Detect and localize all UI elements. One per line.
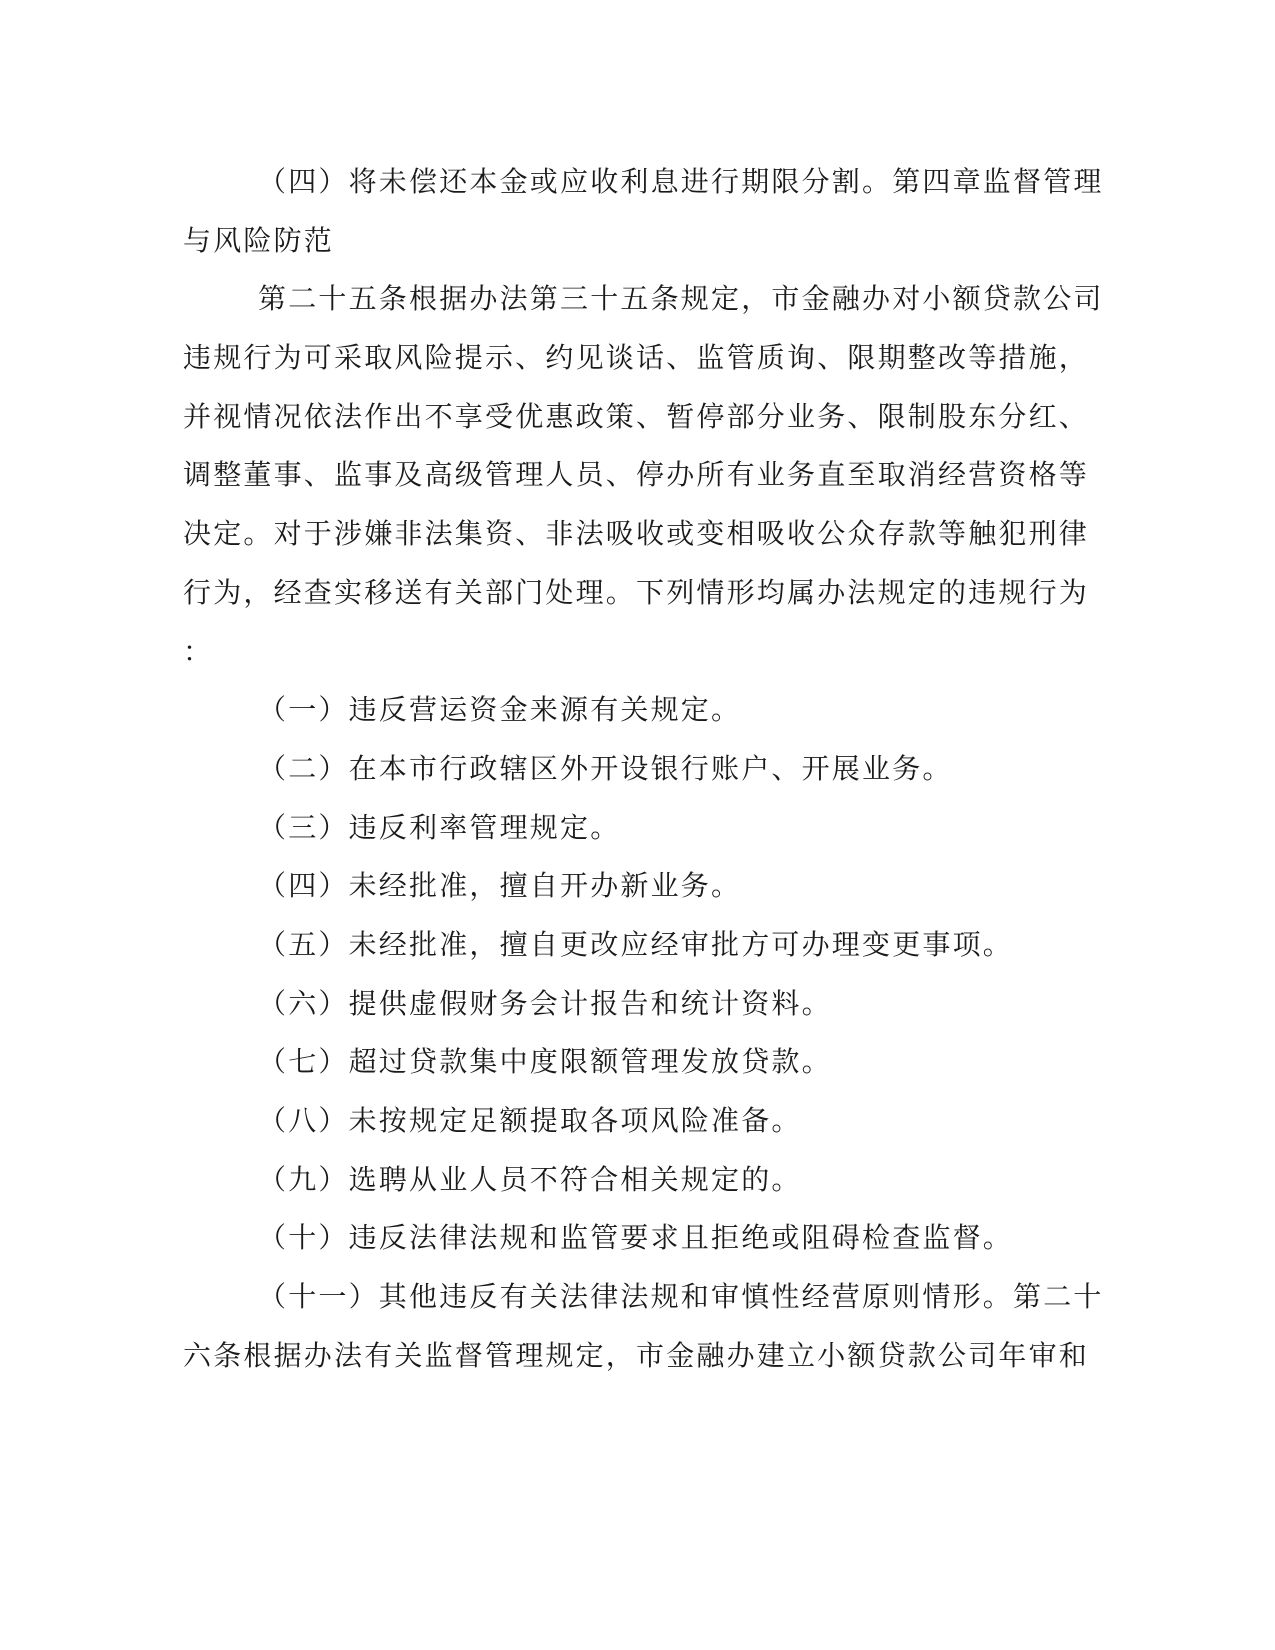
list-item: （四）未经批准，擅自开办新业务。 bbox=[258, 869, 742, 902]
list-item: （十）违反法律法规和监管要求且拒绝或阻碍检查监督。 bbox=[258, 1221, 1014, 1254]
paragraph-line: 调整董事、监事及高级管理人员、停办所有业务直至取消经营资格等 bbox=[183, 458, 1090, 491]
paragraph-line: ： bbox=[183, 635, 214, 668]
paragraph-line: （四）将未偿还本金或应收利息进行期限分割。第四章监督管理 bbox=[258, 165, 1104, 198]
paragraph-line: （十一）其他违反有关法律法规和审慎性经营原则情形。第二十 bbox=[258, 1280, 1104, 1313]
paragraph-line: 决定。对于涉嫌非法集资、非法吸收或变相吸收公众存款等触犯刑律 bbox=[183, 517, 1090, 550]
list-item: （一）违反营运资金来源有关规定。 bbox=[258, 693, 742, 726]
list-item: （五）未经批准，擅自更改应经审批方可办理变更事项。 bbox=[258, 928, 1014, 961]
list-item: （六）提供虚假财务会计报告和统计资料。 bbox=[258, 987, 832, 1020]
list-item: （九）选聘从业人员不符合相关规定的。 bbox=[258, 1163, 802, 1196]
list-item: （三）违反利率管理规定。 bbox=[258, 811, 621, 844]
paragraph-line: 违规行为可采取风险提示、约见谈话、监管质询、限期整改等措施， bbox=[183, 341, 1090, 374]
list-item: （八）未按规定足额提取各项风险准备。 bbox=[258, 1104, 802, 1137]
paragraph-line: 六条根据办法有关监督管理规定，市金融办建立小额贷款公司年审和 bbox=[183, 1339, 1090, 1372]
list-item: （七）超过贷款集中度限额管理发放贷款。 bbox=[258, 1045, 832, 1078]
list-item: （二）在本市行政辖区外开设银行账户、开展业务。 bbox=[258, 752, 953, 785]
paragraph-line: 与风险防范 bbox=[183, 224, 335, 257]
paragraph-line: 第二十五条根据办法第三十五条规定，市金融办对小额贷款公司 bbox=[258, 282, 1104, 315]
paragraph-line: 行为，经查实移送有关部门处理。下列情形均属办法规定的违规行为 bbox=[183, 576, 1090, 609]
paragraph-line: 并视情况依法作出不享受优惠政策、暂停部分业务、限制股东分红、 bbox=[183, 400, 1090, 433]
